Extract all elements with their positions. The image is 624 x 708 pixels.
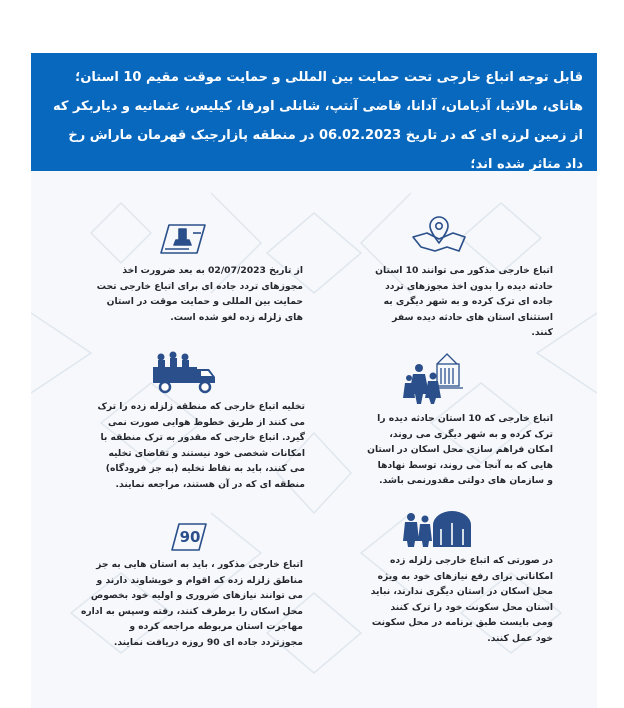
tent-people-icon (403, 511, 471, 549)
item-evacuation-text: تخلیه اتباع خارجی که منطقه زلزله زده را ترک می کنند از طریق خطوط هوایی صورت نمی گیرد. اتباع خارجی که مقدور به ترک منطقه با امکانات شخصی خود نیستند و تقاضای تخلیه می کنند، باید به نقاط تخلیه (به جز فرودگاه) منطقه ای که در آن هستند، مراجعه نمایند. (97, 401, 305, 490)
item-travel-without-permit-text: اتباع خارجی مذکور می توانند 10 استان حادثه دیده را بدون اخذ مجوزهای تردد جاده ای ترک کرده و به شهر دیگری به استثنای استان های حادثه دیده سفر کنند. (375, 265, 553, 338)
item-ninety-day-permit-text: اتباع خارجی مذکور ، باید به استان هایی به جز مناطق زلزله زده که اقوام و خویشاوند دارند و می توانند نیازهای ضروری و اولیه خود بخصوص محل اسکان را برطرف کنند، رفته وسپس به اداره مهاجرت استان مربوطه مراجعه کرده و مجوزتردد جاده ای 90 روزه دریافت نمایند. (80, 559, 303, 648)
document-stamp-icon (159, 221, 211, 257)
people-building-icon (403, 348, 469, 406)
header-banner (31, 53, 597, 171)
item-permit-requirement-text: از تاریخ 02/07/2023 به بعد ضرورت اخذ مجوزهای تردد جاده ای برای اتباع خارجی تحت حمایت بین المللی و حمایت موقت در استان های زلزله زده لغو شده است. (96, 265, 303, 323)
info-poster (31, 53, 597, 708)
map-pin-icon (411, 215, 467, 253)
ninety-days-label: 90 (179, 528, 201, 546)
ninety-days-stamp-icon (171, 522, 207, 552)
header-text: قابل توجه اتباع خارجی تحت حمایت بین المللی و حمایت موقت مقیم 10 استان؛ هاتای، مالاتیا، آدیامان، آدانا، قاضی آنتپ، شانلی اورفا، کیلیس، عثمانیه و دیاربکر که از زمین لرزه ای که در تاریخ 06.02.2023 در منطقه پازارجیک قهرمان ماراش رخ داد متاثر شده اند؛ (52, 70, 583, 172)
evacuation-truck-icon (151, 349, 219, 395)
item-temporary-shelter-text: در صورتی که اتباع خارجی زلزله زده امکاناتی برای رفع نیازهای خود به ویژه محل اسکان در استان دیگری ندارند، نباید استان محل سکونت خود را ترک کنند ومی بایست طبق برنامه در محل سکونت خود عمل کنند. (370, 555, 553, 644)
item-address-registration-text: اتباع خارجی که 10 استان حادثه دیده را ترک کرده و به شهر دیگری می روند، امکان فراهم سازی محل اسکان در استان هایی که به آنجا می روند، توسط نهادها و سازمان های دولتی مقدورنمی باشد. (367, 413, 553, 486)
